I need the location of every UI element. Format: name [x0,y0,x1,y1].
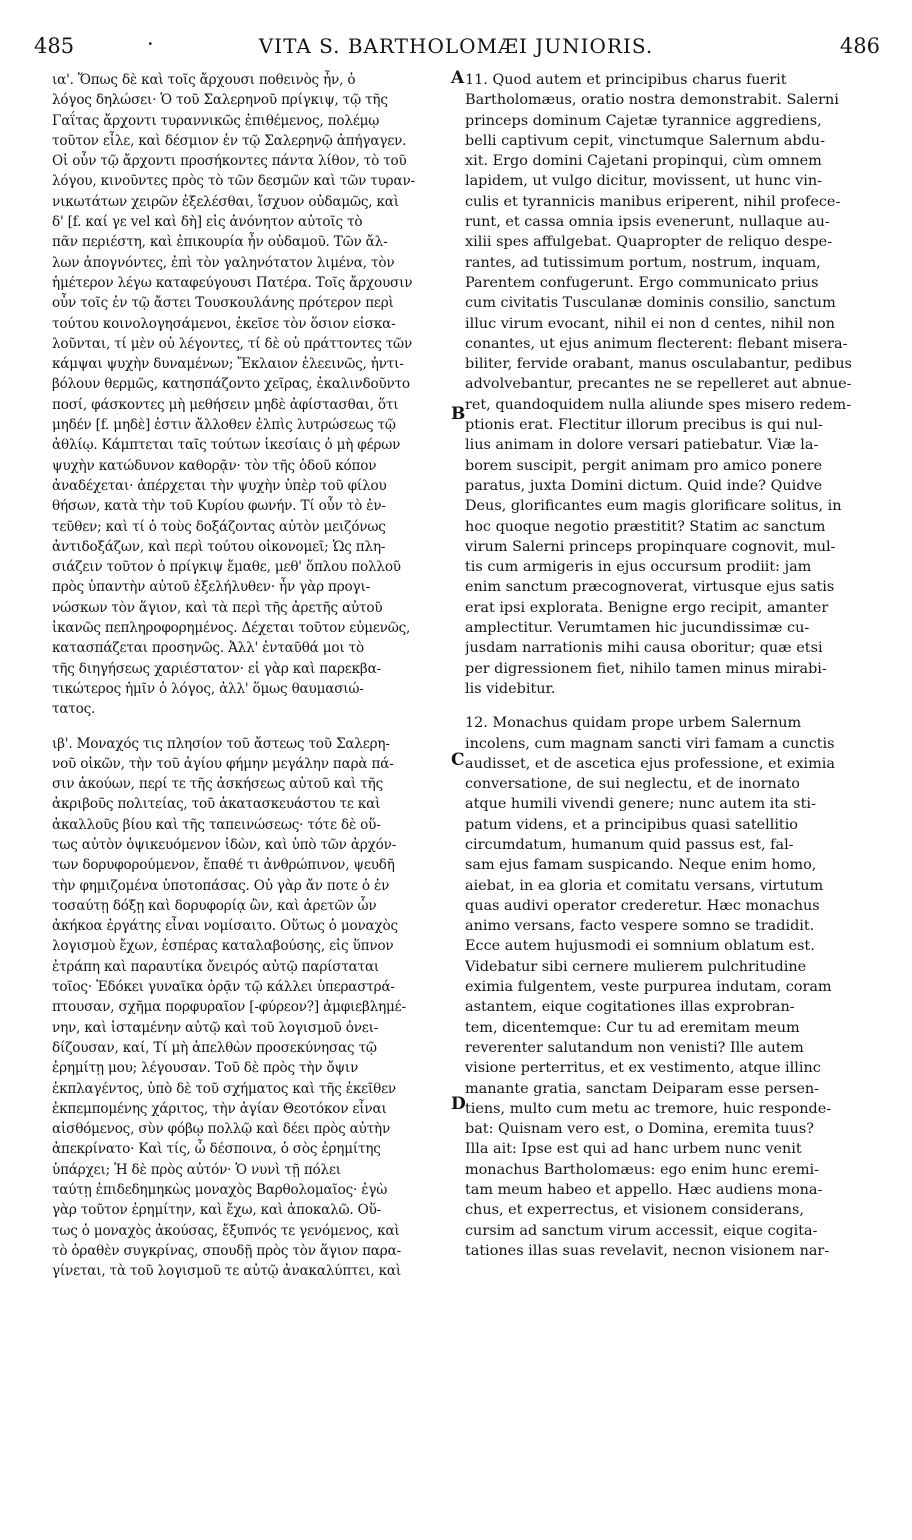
greek-text-line: σιάζειν τοῦτον ὁ πρίγκιψ ἔμαθε, μεθ' ὅπλου πολλοῦ [52,559,401,576]
greek-text-line: τούτου κοινολογησάμενοι, ἐκεῖσε τὸν ὅσιον εἰσκα- [52,315,396,332]
greek-text-line: ἐκπλαγέντος, ὑπὸ δὲ τοῦ σχήματος καὶ τῆς ἐκεῖθεν [52,1080,396,1097]
greek-text-line: ποσί, φάσκοντες μὴ μεθήσειν μηδὲ ἀφίστασθαι, ὅτι [52,396,399,413]
latin-text-line: manante gratia, sanctam Deiparam esse persen- [465,1080,820,1097]
latin-text-line: per digressionem fiet, nihilo tamen minus mirabi- [465,660,827,677]
greek-text-line: ὑπάρχει; Ἡ δὲ πρὸς αὐτόν· Ὁ νυνὶ τῇ πόλει [52,1161,341,1178]
greek-text-line: Οἱ οὖν τῷ ἄρχοντι προσήκοντες πάντα λίθον, τὸ τοῦ [52,153,407,170]
latin-text-line: culis et tyrannicis manibus eriperent, nihil profece- [465,193,841,210]
greek-text-line: νικωτάτων χειρῶν ἐξελέσθαι, ἴσχυον οὐδαμῶς, καὶ [52,193,399,210]
latin-text-line: bat: Quisnam vero est, o Domina, eremita tuus? [465,1121,814,1138]
greek-text-line: τοῦτον εἶλε, καὶ δέσμιον ἐν τῷ Σαλερηνῷ ἀπήγαγεν. [52,132,407,149]
latin-text-line: cursim ad sanctum virum accessit, eique cogita- [465,1222,818,1239]
greek-text-line: αἰσθόμενος, σὺν φόβῳ πολλῷ καὶ δέει πρὸς αὐτὴν [52,1121,391,1138]
latin-text-line: Videbatur sibi cernere mulierem pulchritudine [465,958,807,975]
margin-letter-b: B [451,404,466,424]
greek-text-line: τῆς διηγήσεως χαριέστατον· εἰ γὰρ καὶ παρεκβα- [52,660,381,677]
greek-text-line: νοῦ οἰκῶν, τὴν τοῦ ἁγίου φήμην μεγάλην παρὰ πά- [52,755,394,772]
greek-text-line: τοσαύτῃ δόξῃ καὶ δορυφορίᾳ ὢν, καὶ ἀρετῶν ὧν [52,897,377,914]
greek-text-line: ἀθλίῳ. Κάμπτεται ταῖς τούτων ἱκεσίαις ὁ μὴ φέρων [52,437,401,454]
greek-text-line: Γαΐτας ἄρχοντι τυραννικῶς ἐπιθέμενος, πολέμῳ [52,112,380,129]
latin-text-line: tem, dicentemque: Cur tu ad eremitam meum [465,1019,800,1036]
greek-text-line: λόγου, κινοῦντες πρὸς τὸ τῶν δεσμῶν καὶ τῶν τυραν- [52,173,415,190]
latin-text-line: conantes, ut ejus animum flecterent: flebant misera- [465,335,848,352]
greek-text-line: τατος. [52,701,96,718]
greek-text-line: ἐκπεμπομένης χάριτος, τὴν ἁγίαν Θεοτόκον εἶναι [52,1100,387,1117]
greek-text-line: λοῦνται, τί μὲν οὐ λέγοντες, τί δὲ οὐ πράττοντες τῶν [52,335,413,352]
greek-text-line: λογισμοὺ ἔχων, ἑσπέρας καταλαβούσης, εἰς ὕπνον [52,938,394,955]
latin-text-line: astantem, eique cogitationes illas exprobran- [465,999,795,1016]
latin-text-line: monachus Bartholomæus: ego enim hunc eremi- [465,1161,820,1178]
greek-text-line: τως αὐτὸν ὀψικευόμενον ἰδὼν, καὶ ὑπὸ τῶν ἀρχόν- [52,836,397,853]
greek-text-line: μηδέν [f. μηδὲ] ἐστιν ἄλλοθεν ἐλπὶς λυτρώσεως τῷ [52,417,396,434]
latin-text-line: aiebat, in ea gloria et comitatu versans, virtutum [465,877,824,894]
latin-text-line: atque humili vivendi genere; nunc autem ita sti- [465,796,816,813]
latin-text-line: patum videns, et a principibus quasi satellitio [465,816,798,833]
greek-text-line: βόλουν θερμῶς, κατησπάζοντο χεῖρας, ἐκαλινδοῦντο [52,376,410,393]
greek-text-line: τὴν φημιζομένα ὑποτοπάσας. Οὐ γὰρ ἄν ποτε ὁ ἐν [52,877,390,894]
page-header [30,32,882,66]
latin-text-line: 11. Quod autem et principibus charus fuerit [465,72,787,88]
latin-text-line: Bartholomæus, oratio nostra demonstrabit. Salerni [465,92,839,109]
latin-text-line: runt, et cassa omnia ipsis evenerunt, nullaque au- [465,214,830,231]
latin-text-line: paratus, juxta Domini dictum. Quid inde? Quidve [465,477,823,494]
latin-text-line: enim sanctum præcognoverat, virtusque ejus satis [465,579,835,596]
greek-text-line: κατασπάζεται προσηνῶς. Ἀλλ' ἐνταῦθά μοι τὸ [52,640,364,657]
greek-text-line: λόγος δηλώσει· Ὁ τοῦ Σαλερηνοῦ πρίγκιψ, τῷ τῆς [52,92,388,109]
latin-text-line: amplectitur. Verumtamen hic jucundissimæ cu- [465,620,810,637]
latin-text-line: lis videbitur. [465,680,556,697]
latin-text-line: rantes, ad tutissimum portum, nostrum, inquam, [465,254,821,271]
latin-text-line: virum Salerni princeps propinquare cognovit, mul- [465,538,836,555]
greek-text-line: ιβ'. Μοναχός τις πλησίον τοῦ ἄστεως τοῦ Σαλερη- [52,735,390,752]
latin-text-line: Ecce autem hujusmodi ei somnium oblatum est. [465,938,815,955]
greek-paragraph-11 [52,70,450,720]
greek-text-line: ψυχὴν κατώδυνον καθορᾷν· τὸν τῆς ὁδοῦ κόπον [52,457,377,474]
margin-letter-a: A [451,68,465,88]
greek-text-line: τικώτερος ἡμῖν ὁ λόγος, ἀλλ' ὅμως θαυμασιώ- [52,680,364,697]
greek-text-line: ἀπεκρίνατο· Καὶ τίς, ὦ δέσποινα, ὁ σὸς ἐρημίτης [52,1141,381,1158]
greek-text-line: πρὸς ὑπαντὴν αὐτοῦ ἐξελήλυθεν· ἦν γὰρ προγι- [52,579,370,596]
greek-paragraph-12 [52,734,450,1282]
latin-text-line: quas audivi operator crederetur. Hæc monachus [465,897,820,914]
latin-text-line: illuc virum evocant, nihil ei non d centes, nihil non [465,315,835,332]
latin-paragraph-11 [465,70,875,699]
margin-letter-d: D [451,1094,466,1114]
latin-text-line: princeps dominum Cajetæ tyrannice aggrediens, [465,112,822,129]
latin-text-line: lapidem, ut vulgo dicitur, movissent, ut hunc vin- [465,173,823,190]
greek-text-line: πτουσαν, σχῆμα πορφυραῖον [-φύρεον?] ἀμφιεβλημέ- [52,999,406,1016]
page-number-right: 486 [839,34,880,58]
greek-text-line: ια'. Ὅπως δὲ καὶ τοῖς ἄρχουσι ποθεινὸς ἦν, ὁ [52,72,356,88]
latin-text-line: visione perterritus, et ex vestimento, atque illinc [465,1060,821,1077]
latin-text-line: Illa ait: Ipse est qui ad hanc urbem nunc venit [465,1141,802,1158]
latin-text-line: cum civitatis Tusculanæ dominis consilio, sanctum [465,295,836,312]
greek-text-line: ἱκανῶς πεπληροφορημένος. Δέχεται τοῦτον εὐμενῶς, [52,620,411,637]
latin-text-line: Deus, glorificantes eum magis glorificare solitus, in [465,498,842,515]
greek-text-line: ταύτῃ ἐπιδεδημηκὼς μοναχὸς Βαρθολομαῖος· ἐγὼ [52,1182,388,1199]
latin-text-line: advolvebantur, precantes ne se repelleret aut abnue- [465,376,852,393]
latin-text-line: reverenter salutandum non venisti? Ille autem [465,1039,804,1056]
greek-text-line: νώσκων τὸν ἅγιον, καὶ τὰ περὶ τῆς ἀρετῆς αὐτοῦ [52,599,383,616]
latin-text-line: tam meum habeo et appello. Hæc audiens mona- [465,1182,823,1199]
greek-text-line: των δορυφορούμενον, ἔπαθέ τι ἀνθρώπινον, ψευδῆ [52,857,395,874]
latin-text-line: ptionis erat. Flectitur illorum precibus is qui nul- [465,417,823,434]
latin-text-line: Parentem confugerunt. Ergo communicato prius [465,274,819,291]
latin-text-line: erat ipsi explorata. Benigne ergo recipit, amanter [465,599,829,616]
latin-text-line: tiens, multo cum metu ac tremore, huic responde- [465,1100,832,1117]
latin-text-line: chus, et experrectus, et visionem considerans, [465,1202,804,1219]
greek-text-line: τοῖος· Ἐδόκει γυναῖκα ὁρᾷν τῷ κάλλει ὑπεραστρά- [52,979,395,996]
greek-text-line: ἀκριβοῦς πολιτείας, τοῦ ἀκατασκευάστου τε καὶ [52,796,381,813]
latin-text-line: conversatione, de sui neglectu, et de inornato [465,776,800,793]
running-title: VITA S. BARTHOLOMÆI JUNIORIS. [258,34,654,58]
latin-text-line: jusdam narrationis mihi causa oboritur; quæ etsi [465,640,823,657]
greek-text-line: ἀναδέχεται· ἀπέρχεται τὴν ψυχὴν ὑπὲρ τοῦ φίλου [52,477,387,494]
latin-text-line: audisset, et de ascetica ejus professione, et eximia [465,755,835,772]
latin-text-line: borem suscipit, pergit animam pro amico ponere [465,457,823,474]
greek-text-line: τως ὁ μοναχὸς ἀκούσας, ἔξυπνός τε γενόμενος, καὶ [52,1222,400,1239]
latin-text-line: sam ejus famam suspicando. Neque enim homo, [465,857,817,874]
greek-text-line: ἡμέτερον λέγω καταφεύγουσι Πατέρα. Τοῖς ἄρχουσιν [52,274,413,291]
greek-text-line: θήσων, κατὰ τὴν τοῦ Κυρίου φωνήν. Τί οὖν τὸ ἐν- [52,498,386,515]
greek-text-line: οὖν τοῖς ἐν τῷ ἄστει Τουσκουλάνης πρότερον περὶ [52,295,394,312]
latin-text-line: lius animam in dolore versari patiebatur. Viæ la- [465,437,819,454]
greek-text-line: γίνεται, τὰ τοῦ λογισμοῦ τε αὐτῷ ἀνακαλύπτει, καὶ [52,1263,401,1280]
greek-text-line: ἀκαλλοῦς βίου καὶ τῆς ταπεινώσεως· τότε δὲ οὕ- [52,816,381,833]
greek-text-line: γὰρ τοῦτον ἐρημίτην, καὶ ἔχω, καὶ ἀποκαλῶ. Οὕ- [52,1202,382,1219]
header-dot: · [147,32,154,56]
greek-text-line: ἀκήκοα ἐργάτης εἶναι νομίσαιτο. Οὕτως ὁ μοναχὸς [52,918,398,935]
margin-letter-c: C [451,750,465,770]
latin-text-line: circumdatum, humanum quid passus est, fal- [465,836,794,853]
greek-text-line: δίζουσαν, καί, Τί μὴ ἀπελθὼν προσεκύνησας τῷ [52,1039,377,1056]
greek-text-line: πᾶν περιέστη, καὶ ἐπικουρία ἦν οὐδαμοῦ. Τῶν ἄλ- [52,234,388,251]
latin-text-line: tis cum armigeris in ejus occursum prodiit: jam [465,559,812,576]
greek-column [52,70,450,1282]
greek-text-line: τεῦθεν; καὶ τί ὁ τοὺς δοξάζοντας αὐτὸν μειζόνως [52,518,386,535]
greek-text-line: ἀντιδοξάζων, καὶ περὶ τούτου οἰκονομεῖ; Ὡς πλη- [52,538,386,555]
latin-text-line: ret, quandoquidem nulla aliunde spes misero redem- [465,396,852,413]
latin-text-line: incolens, cum magnam sancti viri famam a cunctis [465,735,835,752]
latin-text-line: xilii spes affulgebat. Quapropter de reliquo despe- [465,234,832,251]
greek-text-line: λων ἀπογνόντες, ἐπὶ τὸν γαληνότατον λιμένα, τὸν [52,254,395,271]
latin-text-line: belli captivum cepit, vinctumque Salernum abdu- [465,132,825,149]
latin-column [465,70,875,1261]
latin-text-line: biliter, fervide orabant, manus osculabantur, pedibus [465,356,852,373]
latin-text-line: hoc quoque negotio præstitit? Statim ac sanctum [465,518,826,535]
greek-text-line: ἐρημίτῃ μου; λέγουσαν. Τοῦ δὲ πρὸς τὴν ὄψιν [52,1060,359,1077]
greek-text-line: σιν ἀκούων, περί τε τῆς ἀσκήσεως αὐτοῦ καὶ τῆς [52,776,383,793]
latin-text-line: tationes illas suas revelavit, necnon visionem nar- [465,1242,830,1259]
greek-text-line: κάμψαι ψυχὴν δυναμένων; Ἔκλαιον ἐλεεινῶς, ἠντι- [52,356,404,373]
greek-text-line: τὸ ὁραθὲν συγκρίνας, σπουδῇ πρὸς τὸν ἅγιον παρα- [52,1242,401,1259]
greek-text-line: ἐτράπη καὶ παραυτίκα ὄνειρός αὐτῷ παρίσταται [52,958,380,975]
latin-text-line: animo versans, facto vespere somno se tradidit. [465,918,815,935]
latin-text-line: eximia fulgentem, veste purpurea indutam, coram [465,979,832,996]
greek-text-line: νην, καὶ ἱσταμένην αὐτῷ καὶ τοῦ λογισμοῦ ὀνει- [52,1019,379,1036]
latin-text-line: xit. Ergo domini Cajetani propinqui, cùm omnem [465,153,822,170]
page-number-left: 485 [34,34,75,58]
greek-text-line: δ' [f. καί γε vel καὶ δὴ] εἰς ἀνόνητον αὐτοῖς τὸ [52,214,363,231]
latin-paragraph-12 [465,713,875,1261]
latin-text-line: 12. Monachus quidam prope urbem Salernum [465,715,802,732]
